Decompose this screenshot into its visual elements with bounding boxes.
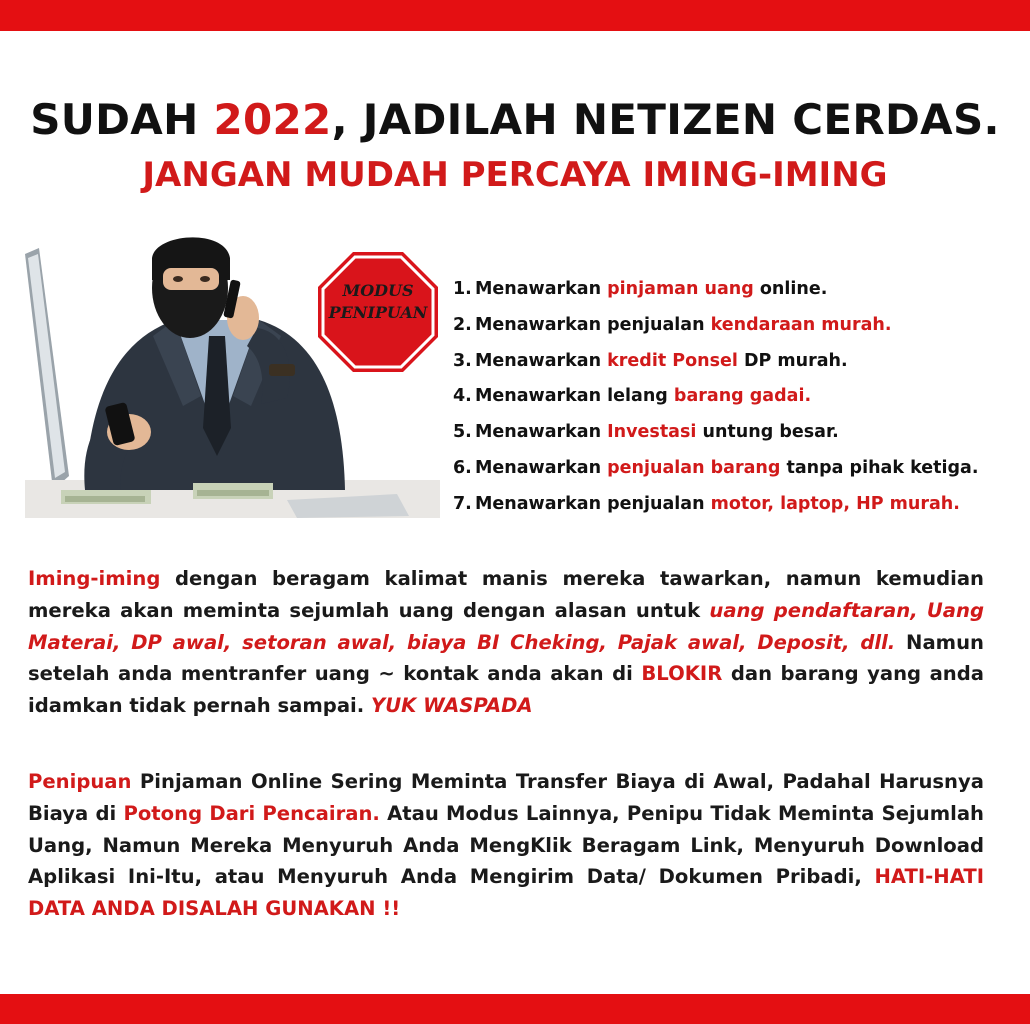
- warning-paragraph-2: Penipuan Pinjaman Online Sering Meminta Transfer Biaya di Awal, Padahal Harusnya Biaya di Potong Dari Pencairan. Atau Modus Lainnya, Penipu Tidak Meminta Sejumlah Uang, Namun Mereka Menyuruh Anda MengKlik Beragam Link, Menyuruh Download Aplikasi Ini-Itu, atau Menyuruh Anda Mengirim Data/ Dokumen Pribadi, HATI-HATI DATA ANDA DISALAH GUNAKAN !!: [28, 770, 984, 921]
- headline: SUDAH 2022, JADILAH NETIZEN CERDAS.: [30, 95, 1000, 144]
- list-item: 4. Menawarkan lelang barang gadai.: [453, 386, 812, 407]
- warning-paragraph-1: Iming-iming dengan beragam kalimat manis mereka tawarkan, namun kemudian mereka akan meminta sejumlah uang dengan alasan untuk uang pendaftaran, Uang Materai, DP awal, setoran awal, biaya BI Cheking, Pajak awal, Deposit, dll. Namun setelah anda mentranfer uang ~ kontak anda akan di BLOKIR dan barang yang anda idamkan tidak pernah sampai. YUK WASPADA: [28, 567, 985, 718]
- list-item: 3. Menawarkan kredit Ponsel DP murah.: [453, 350, 848, 371]
- list-item: 1. Menawarkan pinjaman uang online.: [453, 279, 828, 299]
- list-item: 6. Menawarkan penjualan barang tanpa pihak ketiga.: [453, 457, 979, 478]
- list-item: 2. Menawarkan penjualan kendaraan murah.: [453, 314, 892, 335]
- list-item: 7. Menawarkan penjualan motor, laptop, HP murah.: [453, 493, 960, 514]
- subheadline: JANGAN MUDAH PERCAYA IMING-IMING: [142, 155, 888, 195]
- list-item: 5. Menawarkan Investasi untung besar.: [453, 422, 839, 443]
- bottom-red-bar: [0, 994, 1030, 1024]
- stop-sign-text: MODUS PENIPUAN: [328, 281, 428, 322]
- top-red-bar: [0, 0, 1030, 31]
- headline-year: 2022: [213, 95, 332, 144]
- fraud-modes-list: [453, 274, 1023, 525]
